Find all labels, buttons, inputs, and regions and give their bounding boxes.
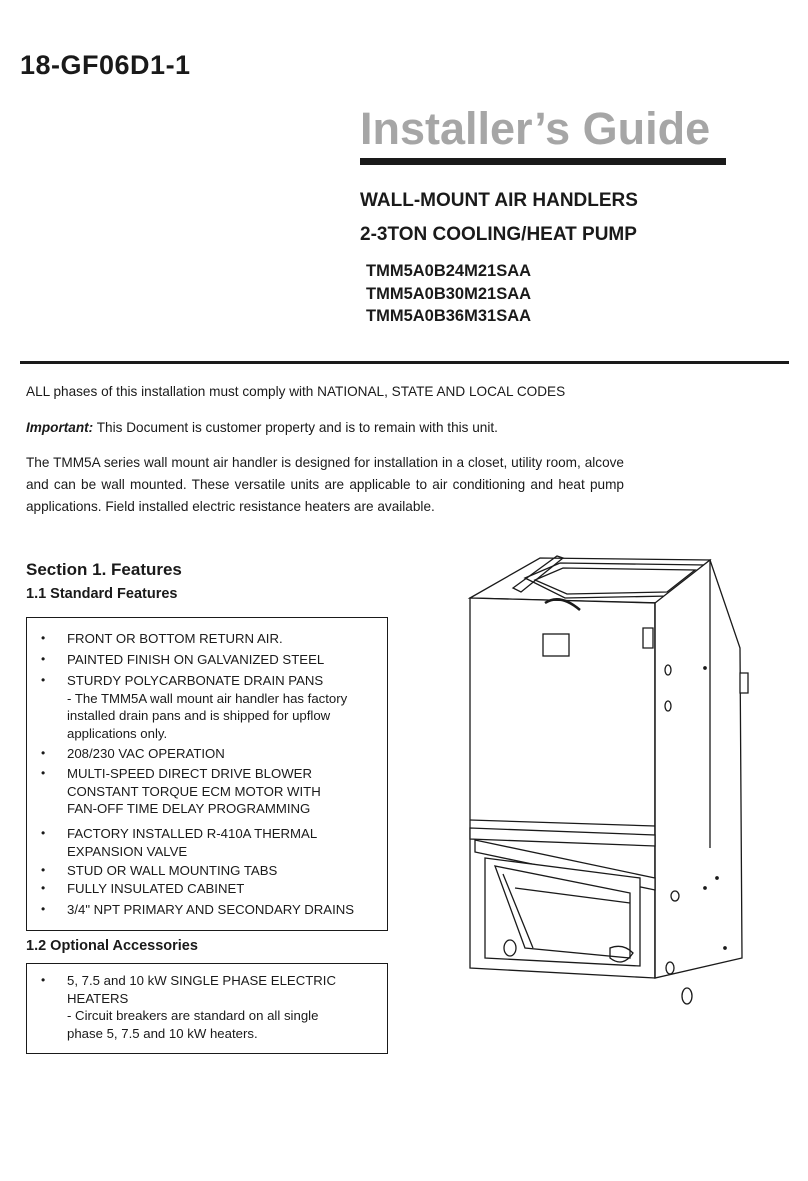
- important-notice: [26, 417, 498, 439]
- list-item: [41, 825, 397, 860]
- list-item-line: EXPANSION VALVE: [67, 843, 188, 859]
- list-item-line: FAN-OFF TIME DELAY PROGRAMMING: [67, 801, 311, 816]
- list-item: [41, 901, 397, 919]
- bullet-icon: •: [41, 863, 46, 877]
- product-line-2: 2-3TON COOLING/HEAT PUMP: [360, 224, 637, 245]
- model-number: TMM5A0B30M21SAA: [366, 285, 532, 303]
- bullet-icon: •: [41, 902, 46, 916]
- bullet-icon: •: [41, 746, 46, 760]
- list-item-line: - The TMM5A wall mount air handler has factory: [67, 690, 348, 706]
- refrigerant-valve: [643, 628, 653, 648]
- list-item-line: HEATERS: [67, 990, 129, 1006]
- optional-accessories-heading: 1.2 Optional Accessories: [26, 938, 198, 954]
- important-label: Important:: [26, 420, 94, 435]
- list-item-line: installed drain pans and is shipped for upflow: [67, 708, 331, 723]
- list-item: [41, 745, 397, 763]
- list-item-line: PAINTED FINISH ON GALVANIZED STEEL: [67, 652, 325, 667]
- list-item-line: 3/4" NPT PRIMARY AND SECONDARY DRAINS: [67, 902, 355, 917]
- list-item: [41, 672, 397, 742]
- codes-notice: ALL phases of this installation must comply with NATIONAL, STATE AND LOCAL CODES: [26, 384, 566, 399]
- bullet-icon: •: [41, 766, 46, 780]
- list-item-line: 208/230 VAC OPERATION: [67, 746, 225, 761]
- list-item-line: applications only.: [67, 725, 168, 741]
- optional-accessories-box: [26, 963, 388, 1054]
- list-item: [41, 880, 397, 898]
- list-item-line: - Circuit breakers are standard on all single: [67, 1008, 319, 1023]
- model-number: TMM5A0B24M21SAA: [366, 262, 532, 280]
- list-item-line: 5, 7.5 and 10 kW SINGLE PHASE ELECTRIC: [67, 973, 336, 988]
- title-rule: [360, 158, 726, 165]
- important-text: This Document is customer property and is to remain with this unit.: [93, 420, 498, 435]
- bullet-icon: •: [41, 826, 46, 840]
- description-paragraph: The TMM5A series wall mount air handler is designed for installation in a closet, utility room, alcove and can be wall mounted. These versatile units are applicable to air conditioning and heat pump applications. Field installed electric resistance heaters are available.: [26, 455, 624, 514]
- list-item-line: FRONT OR BOTTOM RETURN AIR.: [67, 631, 283, 646]
- section-heading: Section 1. Features: [26, 560, 182, 579]
- cabinet-side: [655, 560, 742, 978]
- list-item: [41, 862, 397, 880]
- standard-features-box: [26, 617, 388, 931]
- list-item: [41, 630, 397, 648]
- list-item-line: STUD OR WALL MOUNTING TABS: [67, 863, 278, 878]
- product-line-1: WALL-MOUNT AIR HANDLERS: [360, 190, 638, 211]
- list-item: [41, 765, 397, 818]
- list-item-line: FULLY INSULATED CABINET: [67, 881, 245, 896]
- list-item: [41, 972, 397, 1042]
- list-item-line: STURDY POLYCARBONATE DRAIN PANS: [67, 673, 324, 688]
- bullet-icon: •: [41, 673, 46, 687]
- model-number: TMM5A0B36M31SAA: [366, 307, 532, 325]
- list-item-line: MULTI-SPEED DIRECT DRIVE BLOWER: [67, 766, 312, 781]
- doc-number: 18-GF06D1-1: [20, 50, 191, 80]
- list-item: [41, 651, 397, 669]
- list-item-line: FACTORY INSTALLED R-410A THERMAL: [67, 826, 318, 841]
- bullet-icon: •: [41, 881, 46, 895]
- front-label: [543, 634, 569, 656]
- bullet-icon: •: [41, 652, 46, 666]
- standard-features-heading: 1.1 Standard Features: [26, 586, 178, 602]
- knockout: [682, 988, 692, 1004]
- air-handler-illustration: [455, 548, 755, 1018]
- mounting-tab: [740, 673, 748, 693]
- list-item-line: CONSTANT TORQUE ECM MOTOR WITH: [67, 783, 321, 799]
- bullet-icon: •: [41, 631, 46, 645]
- guide-title: Installer’s Guide: [360, 103, 711, 154]
- list-item-line: phase 5, 7.5 and 10 kW heaters.: [67, 1025, 258, 1041]
- bullet-icon: •: [41, 973, 46, 987]
- page-rule: [20, 361, 789, 364]
